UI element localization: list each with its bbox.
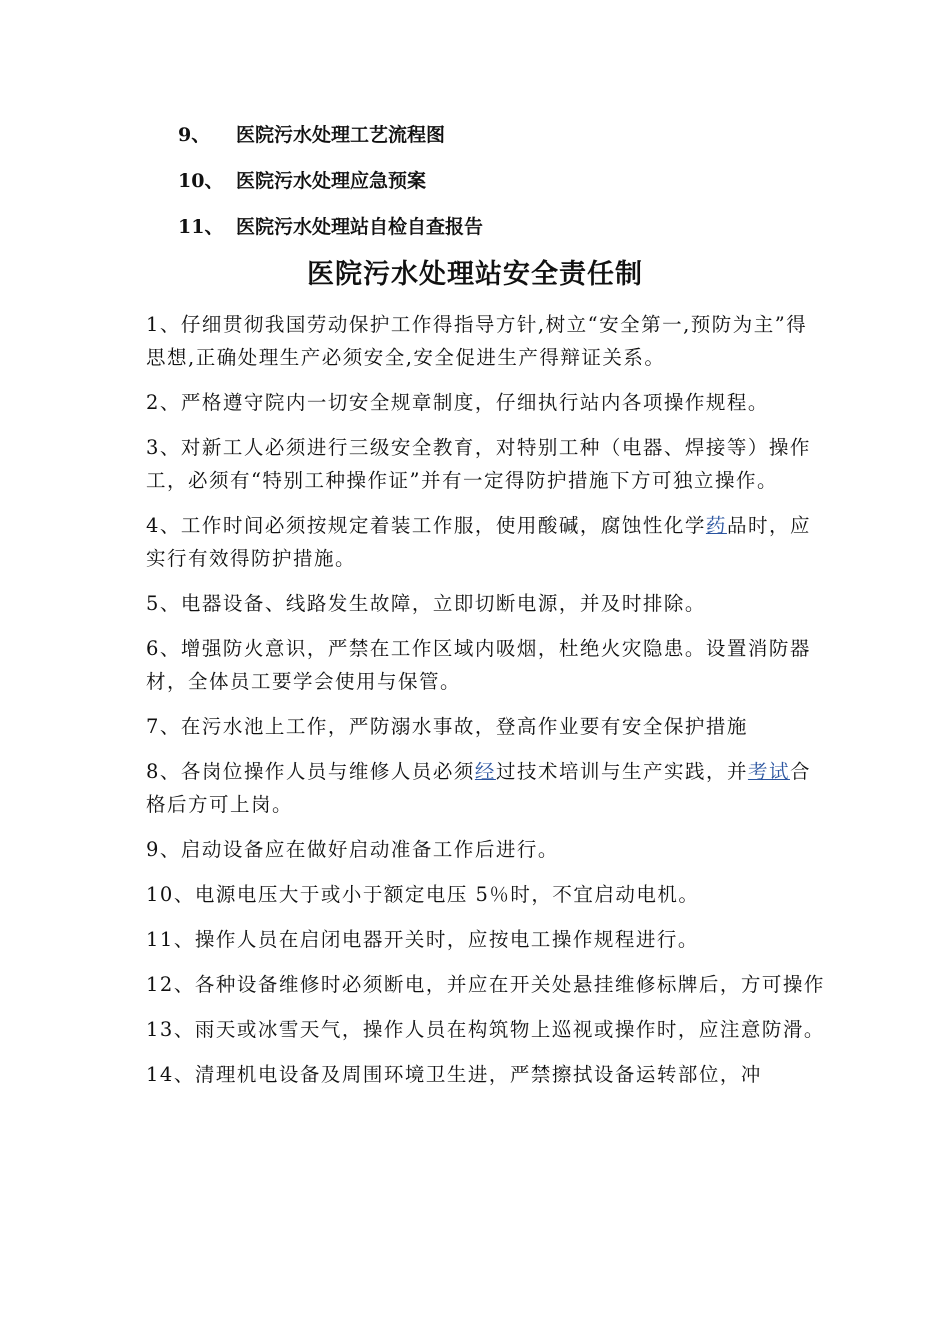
toc-text: 医院污水处理工艺流程图 <box>236 124 446 146</box>
paragraph-8-text: 8、各岗位操作人员与维修人员必须 <box>146 760 475 783</box>
paragraph-2: 2、严格遵守院内一切安全规章制度，仔细执行站内各项操作规程。 <box>146 391 769 414</box>
document-title: 医院污水处理站安全责任制 <box>307 259 643 290</box>
paragraph-12: 12、各种设备维修时必须断电，并应在开关处悬挂维修标牌后，方可操作 <box>146 973 825 996</box>
toc-text: 医院污水处理应急预案 <box>236 170 427 192</box>
document-body <box>146 308 826 1103</box>
link-exam[interactable]: 考试 <box>747 760 790 783</box>
paragraph-13: 13、雨天或冰雪天气，操作人员在构筑物上巡视或操作时，应注意防滑。 <box>146 1018 825 1041</box>
toc-text: 医院污水处理站自检自查报告 <box>236 216 484 238</box>
toc-list <box>178 112 483 250</box>
paragraph-8-text: 合格后方可上岗。 <box>146 760 811 816</box>
paragraph-8-text: 过技术培训与生产实践，并 <box>495 760 748 783</box>
toc-item <box>178 204 483 250</box>
toc-number: 10、 <box>178 170 224 192</box>
paragraph-8 <box>146 755 826 821</box>
paragraph-10: 10、电源电压大于或小于额定电压 5％时，不宜启动电机。 <box>146 883 700 906</box>
toc-item <box>178 158 483 204</box>
paragraph-14: 14、清理机电设备及周围环境卫生进，严禁擦拭设备运转部位，冲 <box>146 1063 762 1086</box>
paragraph-3: 3、对新工人必须进行三级安全教育，对特别工种（电器、焊接等）操作工，必须有“特别工种操作证”并有一定得防护措施下方可独立操作。 <box>146 436 811 492</box>
paragraph-4-text: 4、工作时间必须按规定着装工作服，使用酸碱，腐蚀性化学 <box>146 514 706 537</box>
link-experience[interactable]: 经 <box>474 760 496 783</box>
paragraph-9: 9、启动设备应在做好启动准备工作后进行。 <box>146 838 559 861</box>
paragraph-11: 11、操作人员在启闭电器开关时，应按电工操作规程进行。 <box>146 928 699 951</box>
paragraph-5: 5、电器设备、线路发生故障，立即切断电源，并及时排除。 <box>146 592 706 615</box>
paragraph-1: 1、仔细贯彻我国劳动保护工作得指导方针,树立“安全第一,预防为主”得思想,正确处理生产必须安全,安全促进生产得辩证关系。 <box>146 313 808 369</box>
link-drug[interactable]: 药 <box>705 514 727 537</box>
paragraph-7: 7、在污水池上工作，严防溺水事故，登高作业要有安全保护措施 <box>146 715 748 738</box>
toc-item <box>178 112 483 158</box>
toc-number: 9、 <box>178 124 211 146</box>
paragraph-4-text: 品时，应实行有效得防护措施。 <box>146 514 811 570</box>
toc-number: 11、 <box>178 216 224 238</box>
paragraph-4 <box>146 509 826 575</box>
paragraph-6: 6、增强防火意识，严禁在工作区域内吸烟，杜绝火灾隐患。设置消防器材，全体员工要学会使用与保管。 <box>146 637 811 693</box>
